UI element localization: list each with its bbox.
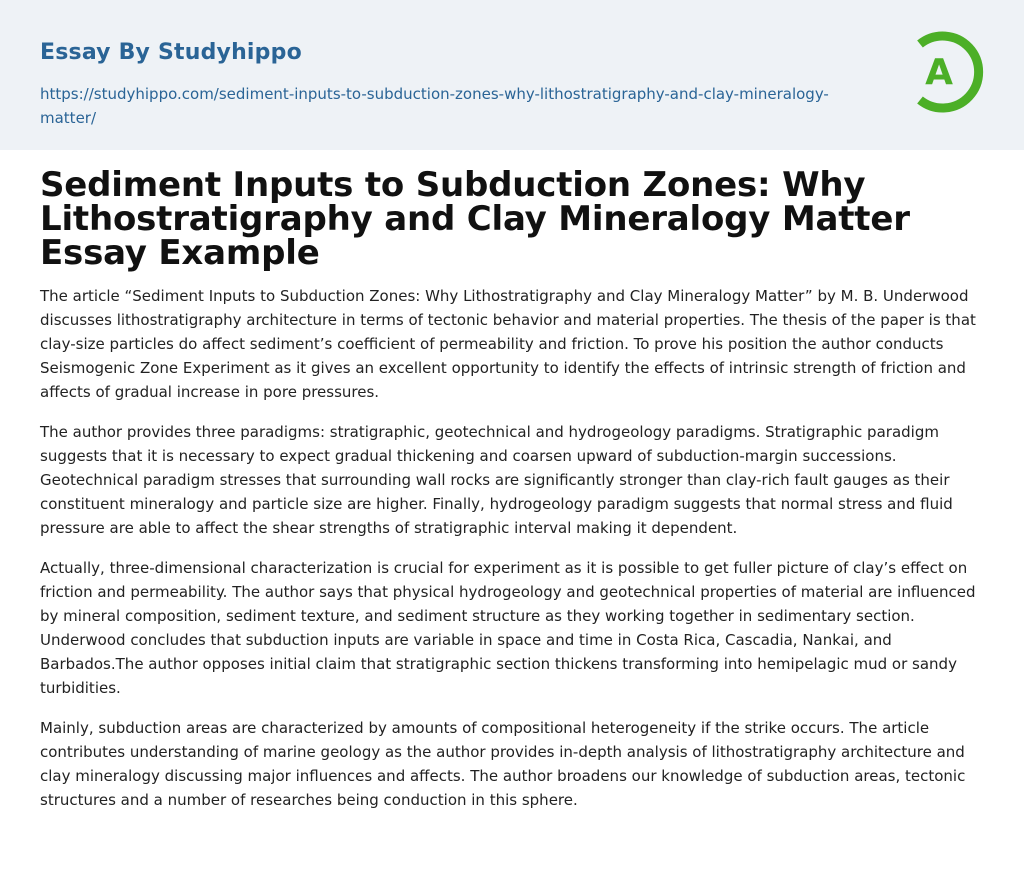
article-paragraph: The article “Sediment Inputs to Subduction Zones: Why Lithostratigraphy and Clay Mineralogy Matter” by M. B. Underwood discusses lithostratigraphy architecture in terms of tectonic behavior and material properties. The thesis of the paper is that clay-size particles do affect sediment’s coefficient of permeability and friction. To prove his position the author conducts Seismogenic Zone Experiment as it gives an excellent opportunity to identify the effects of intrinsic strength of friction and affects of gradual increase in pore pressures. bbox=[40, 287, 976, 401]
article-paragraph: Actually, three-dimensional characterization is crucial for experiment as it is possible to get fuller picture of clay’s effect on friction and permeability. The author says that physical hydrogeology and geotechnical properties of material are influenced by mineral composition, sediment texture, and sediment structure as they working together in sedimentary section. Underwood concludes that subduction inputs are variable in space and time in Costa Rica, Cascadia, Nankai, and Barbados.The author opposes initial claim that stratigraphic section thickens transforming into hemipelagic mud or sandy turbidities. bbox=[40, 559, 976, 697]
page-header bbox=[0, 0, 1024, 150]
essay-url-link[interactable]: https://studyhippo.com/sediment-inputs-to-subduction-zones-why-lithostratigraphy-and-clay-mineralogy-matter/ bbox=[40, 85, 829, 127]
article bbox=[40, 165, 980, 828]
site-brand[interactable]: Essay By Studyhippo bbox=[40, 40, 302, 65]
studyhippo-logo-icon[interactable] bbox=[906, 26, 990, 118]
article-paragraph: Mainly, subduction areas are characterized by amounts of compositional heterogeneity if the strike occurs. The article contributes understanding of marine geology as the author provides in-depth analysis of lithostratigraphy architecture and clay mineralogy discussing major influences and affects. The author broadens our knowledge of subduction areas, tectonic structures and a number of researches being conduction in this sphere. bbox=[40, 719, 966, 809]
article-title: Sediment Inputs to Subduction Zones: Why Lithostratigraphy and Clay Mineralogy Matter Essay Example bbox=[40, 165, 910, 273]
article-paragraph: The author provides three paradigms: stratigraphic, geotechnical and hydrogeology paradigms. Stratigraphic paradigm suggests that it is necessary to expect gradual thickening and coarsen upward of subduction-margin successions. Geotechnical paradigm stresses that surrounding wall rocks are significantly stronger than clay-rich fault gauges as their constituent mineralogy and particle size are higher. Finally, hydrogeology paradigm suggests that normal stress and fluid pressure are able to affect the shear strengths of stratigraphic interval making it dependent. bbox=[40, 423, 953, 537]
logo-letter: A bbox=[925, 52, 953, 93]
